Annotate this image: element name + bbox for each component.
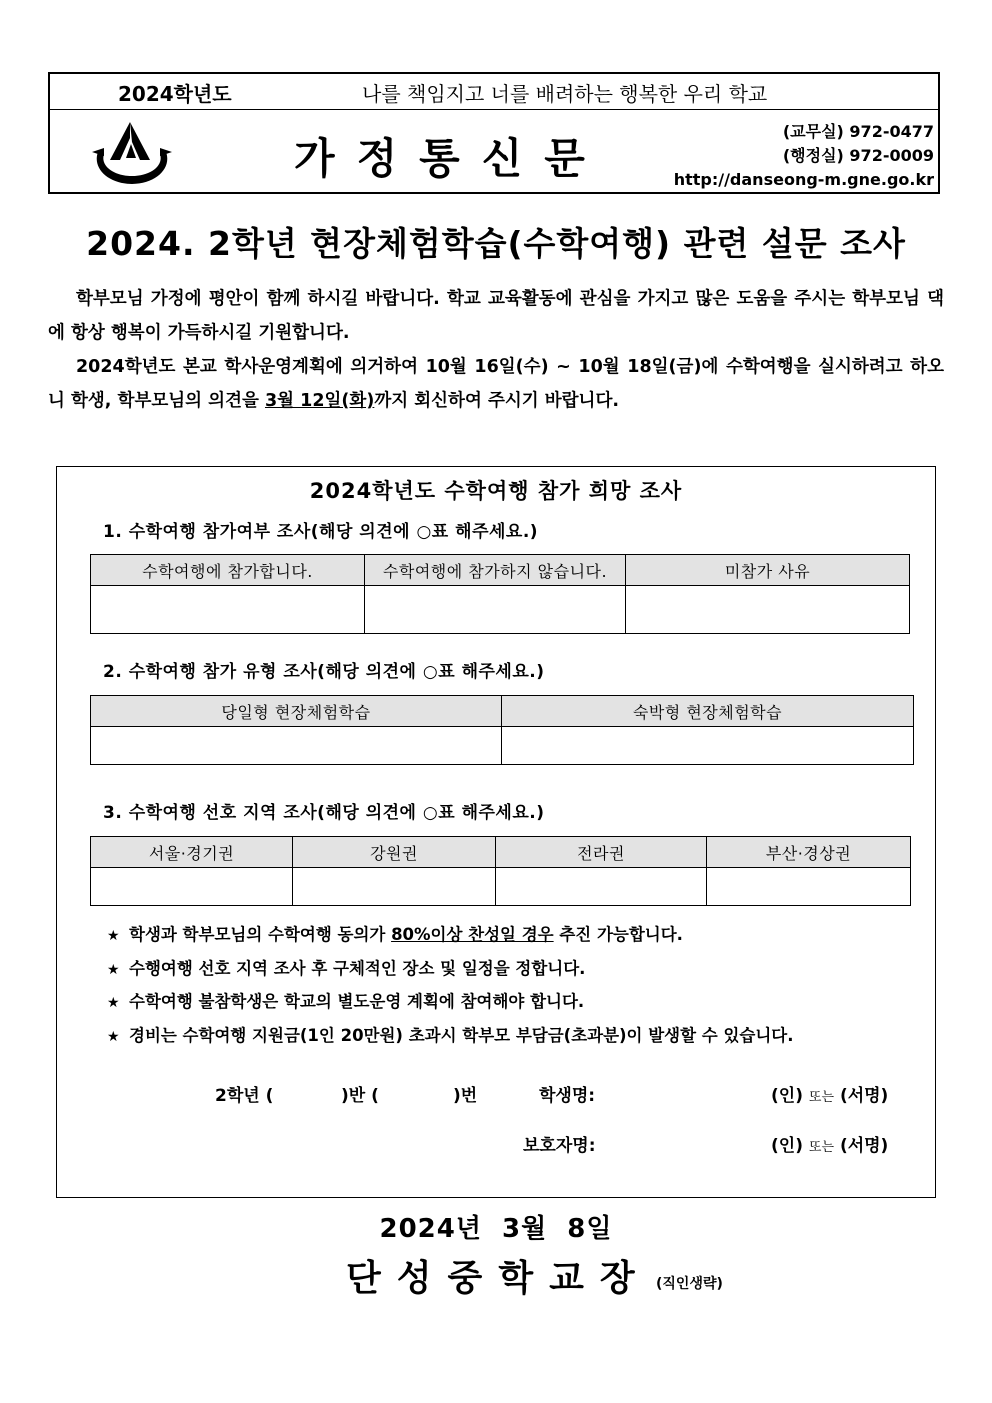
newsletter-header bbox=[48, 72, 940, 194]
intro-paragraph-2 bbox=[48, 350, 944, 418]
student-seal-or-sign bbox=[771, 1081, 888, 1106]
admin-office-phone: (행정실) 972-0009 bbox=[782, 146, 934, 165]
sign-label: (서명) bbox=[839, 1136, 889, 1156]
q2-table bbox=[90, 695, 914, 765]
class-label: )반 ( bbox=[341, 1086, 379, 1106]
q1-answer-reason[interactable] bbox=[626, 586, 910, 634]
note-4-text: 경비는 수학여행 지원금(1인 20만원) 초과시 학부모 부담금(초과분)이 발생할 수 있습니다. bbox=[129, 1025, 794, 1045]
school-logo-icon bbox=[90, 118, 180, 190]
q1-header-reason: 미참가 사유 bbox=[626, 555, 910, 586]
guardian-seal-or-sign bbox=[771, 1131, 888, 1156]
q3-answer-gangwon[interactable] bbox=[293, 868, 496, 906]
q3-header-gangwon: 강원권 bbox=[293, 837, 496, 868]
q3-header-jeolla: 전라권 bbox=[496, 837, 707, 868]
note-item bbox=[107, 953, 794, 987]
q2-header-overnight: 숙박형 현장체험학습 bbox=[502, 696, 914, 727]
q1-title: 1. 수학여행 참가여부 조사(해당 의견에 ○표 해주세요.) bbox=[103, 522, 539, 542]
star-icon: ★ bbox=[107, 1028, 120, 1045]
issue-date: 2024년 3월 8일 bbox=[379, 1214, 613, 1244]
school-slogan: 나를 책임지고 너를 배려하는 행복한 우리 학교 bbox=[362, 82, 768, 106]
note-item bbox=[107, 919, 794, 953]
seal-label: (인) bbox=[771, 1086, 803, 1106]
star-icon: ★ bbox=[107, 961, 120, 978]
survey-title: 2024학년도 수학여행 참가 희망 조사 bbox=[309, 479, 683, 503]
q2-answer-day-trip[interactable] bbox=[91, 727, 502, 765]
number-label: )번 bbox=[453, 1086, 478, 1106]
star-icon: ★ bbox=[107, 928, 120, 944]
or-label: 또는 bbox=[808, 1140, 835, 1155]
intro-paragraph-1: 학부모님 가정에 평안이 함께 하시길 바랍니다. 학교 교육활동에 관심을 가지고 많은 도움을 주시는 학부모님 댁에 항상 행복이 가득하시길 기원합니다. bbox=[48, 289, 944, 343]
sign-label: (서명) bbox=[839, 1086, 889, 1106]
header-divider bbox=[50, 109, 938, 110]
student-name-label: 학생명: bbox=[539, 1086, 596, 1106]
seal-omitted-note: (직인생략) bbox=[656, 1276, 723, 1292]
note-1-text: 학생과 학부모님의 수학여행 동의가 bbox=[129, 925, 392, 944]
note-1-threshold: 80%이상 찬성일 경우 bbox=[391, 925, 554, 944]
intro-text bbox=[48, 282, 944, 418]
q3-answer-seoul[interactable] bbox=[91, 868, 293, 906]
q3-title: 3. 수학여행 선호 지역 조사(해당 의견에 ○표 해주세요.) bbox=[103, 803, 545, 823]
q2-answer-overnight[interactable] bbox=[502, 727, 914, 765]
q3-header-busan: 부산·경상권 bbox=[707, 837, 911, 868]
star-icon: ★ bbox=[107, 995, 120, 1011]
q1-table bbox=[90, 554, 910, 634]
note-1-tail: 추진 가능합니다. bbox=[553, 925, 683, 944]
school-website-link[interactable]: http://danseong-m.gne.go.kr bbox=[673, 170, 934, 189]
academic-office-phone: (교무실) 972-0477 bbox=[782, 122, 934, 141]
guardian-name-label: 보호자명: bbox=[523, 1136, 596, 1156]
q3-answer-jeolla[interactable] bbox=[496, 868, 707, 906]
newsletter-title: 가정통신문 bbox=[294, 134, 607, 183]
or-label: 또는 bbox=[808, 1090, 835, 1105]
grade-label: 2학년 ( bbox=[215, 1086, 274, 1106]
note-2-text: 수행여행 선호 지역 조사 후 구체적인 장소 및 일정을 정합니다. bbox=[129, 958, 586, 978]
q2-title: 2. 수학여행 참가 유형 조사(해당 의견에 ○표 해주세요.) bbox=[103, 662, 545, 682]
q3-table bbox=[90, 836, 911, 906]
q1-answer-not-attend[interactable] bbox=[365, 586, 626, 634]
school-year: 2024학년도 bbox=[118, 82, 232, 106]
note-item bbox=[107, 986, 794, 1020]
seal-label: (인) bbox=[771, 1136, 803, 1156]
q1-answer-attend[interactable] bbox=[91, 586, 365, 634]
note-3-text: 수학여행 불참학생은 학교의 별도운영 계획에 참여해야 합니다. bbox=[129, 992, 585, 1011]
document-title: 2024. 2학년 현장체험학습(수학여행) 관련 설문 조사 bbox=[86, 224, 906, 263]
q3-header-seoul: 서울·경기권 bbox=[91, 837, 293, 868]
note-item bbox=[107, 1020, 794, 1054]
q3-answer-busan[interactable] bbox=[707, 868, 911, 906]
survey-form bbox=[56, 466, 936, 1198]
q1-header-not-attend: 수학여행에 참가하지 않습니다. bbox=[365, 555, 626, 586]
reply-deadline: 3월 12일(화) bbox=[264, 391, 375, 411]
intro-p2-tail: 까지 회신하여 주시기 바랍니다. bbox=[374, 391, 620, 411]
contact-info bbox=[674, 120, 934, 192]
intro-p2-text: 2024학년도 본교 학사운영계획에 의거하여 10월 16일(수) ~ 10월 18일(금)에 수학여행을 실시하려고 하오니 학생, 학부모님의 의견을 bbox=[48, 357, 944, 411]
principal-signature: 단성중학교장 bbox=[346, 1258, 651, 1299]
survey-notes bbox=[107, 919, 794, 1053]
q2-header-day-trip: 당일형 현장체험학습 bbox=[91, 696, 502, 727]
q1-header-attend: 수학여행에 참가합니다. bbox=[91, 555, 365, 586]
